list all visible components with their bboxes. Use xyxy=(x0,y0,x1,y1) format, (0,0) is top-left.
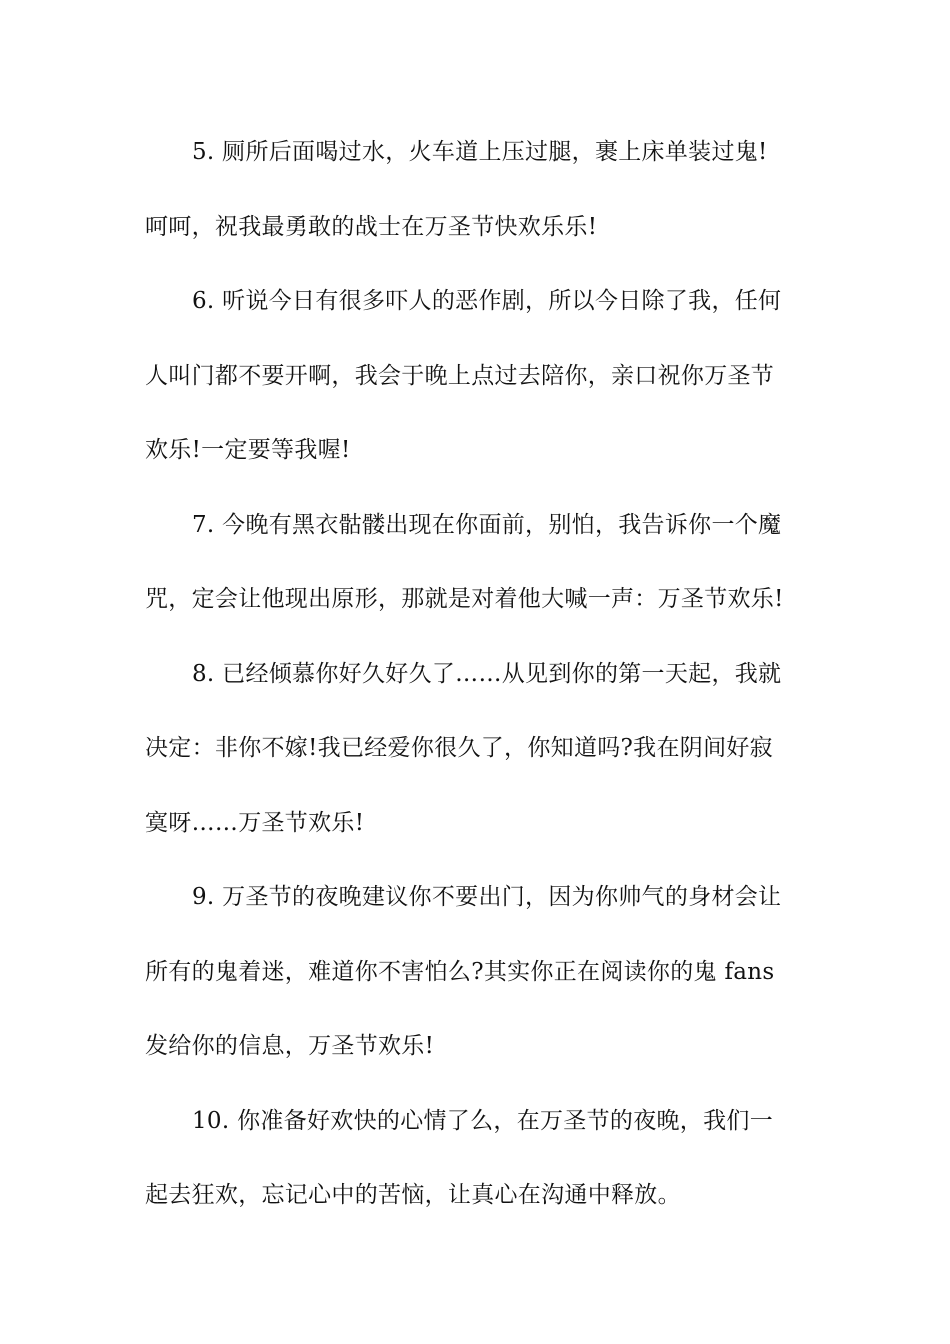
paragraph-10-line-1: 10. 你准备好欢快的心情了么，在万圣节的夜晚，我们一 xyxy=(192,1108,773,1134)
paragraph-6-line-3: 欢乐!一定要等我喔! xyxy=(145,437,351,463)
paragraph-10-line-2: 起去狂欢，忘记心中的苦恼，让真心在沟通中释放。 xyxy=(145,1182,681,1208)
paragraph-7-line-1: 7. 今晚有黑衣骷髅出现在你面前，别怕，我告诉你一个魔 xyxy=(192,512,782,538)
paragraph-7-line-2: 咒，定会让他现出原形，那就是对着他大喊一声：万圣节欢乐! xyxy=(145,586,784,612)
paragraph-6-line-1: 6. 听说今日有很多吓人的恶作剧，所以今日除了我，任何 xyxy=(192,288,782,314)
paragraph-8-line-2: 决定：非你不嫁!我已经爱你很久了，你知道吗?我在阴间好寂 xyxy=(145,735,773,761)
paragraph-5-line-2: 呵呵，祝我最勇敢的战士在万圣节快欢乐乐! xyxy=(145,214,598,240)
paragraph-8-line-3: 寞呀……万圣节欢乐! xyxy=(145,810,365,836)
paragraph-9-line-1: 9. 万圣节的夜晚建议你不要出门，因为你帅气的身材会让 xyxy=(192,884,782,910)
paragraph-6-line-2: 人叫门都不要开啊，我会于晚上点过去陪你，亲口祝你万圣节 xyxy=(145,363,775,389)
paragraph-9-line-3: 发给你的信息，万圣节欢乐! xyxy=(145,1033,435,1059)
paragraph-8-line-1: 8. 已经倾慕你好久好久了……从见到你的第一天起，我就 xyxy=(192,661,782,687)
paragraph-5-line-1: 5. 厕所后面喝过水，火车道上压过腿，裹上床单装过鬼! xyxy=(192,139,768,165)
paragraph-9-line-2: 所有的鬼着迷，难道你不害怕么?其实你正在阅读你的鬼 fans xyxy=(145,959,775,985)
